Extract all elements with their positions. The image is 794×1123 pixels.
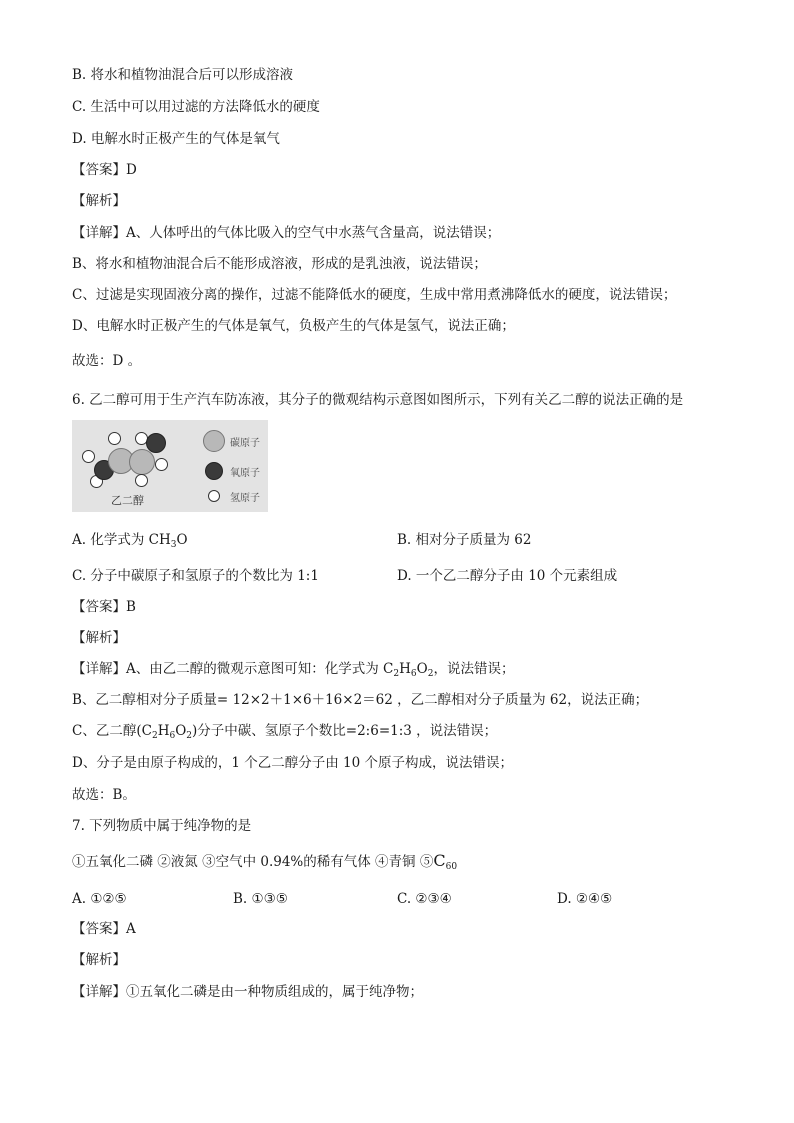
q7-option-d: D. ②④⑤ (557, 891, 613, 907)
q7-option-a: A. ①②⑤ (72, 891, 127, 907)
hydrogen-atom (135, 474, 148, 487)
carbon-legend-icon (203, 430, 225, 452)
q6-conclusion: 故选：B。 (72, 787, 136, 803)
q5-detail-b: B、将水和植物油混合后不能形成溶液，形成的是乳浊液，说法错误； (72, 256, 487, 272)
carbon-atom (129, 449, 155, 475)
q6-option-d: D. 一个乙二醇分子由 10 个元素组成 (397, 568, 618, 584)
q6-option-b: B. 相对分子质量为 62 (397, 532, 532, 548)
oxygen-atom (146, 433, 166, 453)
formula-c2h6o2: $C_2H_6O_2$ (383, 661, 434, 679)
q6-detail-b: B、乙二醇相对分子质量= 12×2＋1×6＋16×2＝62 ，乙二醇相对分子质量为 62，说法正确； (72, 692, 649, 708)
ethylene-glycol-figure (72, 420, 268, 512)
formula-c2h6o2: $C_2H_6O_2$ (141, 723, 193, 741)
q7-items: ①五氧化二磷 ②液氮 ③空气中 0.94%的稀有气体 ④青铜 $⑤C_{60}$ (72, 851, 458, 872)
hydrogen-atom (108, 432, 121, 445)
oxygen-legend-icon (205, 462, 223, 480)
q6-option-a-prefix: A. 化学式为 (72, 532, 149, 548)
q5-detail-c: C、过滤是实现固液分离的操作，过滤不能降低水的硬度，生成中常用煮沸降低水的硬度，说法错误； (72, 287, 677, 303)
q6-option-a (72, 531, 188, 554)
hydrogen-legend-icon (208, 490, 220, 502)
q6-option-c: C. 分子中碳原子和氢原子的个数比为 1:1 (72, 568, 319, 584)
q7-answer: 【答案】A (72, 921, 136, 937)
hydrogen-legend-label: 氢原子 (230, 493, 260, 504)
q6-detail-a: 【详解】A、由乙二醇的微观示意图可知：化学式为 $C_2H_6O_2$，说法错误； (72, 661, 515, 679)
q6-answer: 【答案】B (72, 599, 136, 615)
carbon-legend-label: 碳原子 (230, 438, 260, 449)
figure-caption: 乙二醇 (111, 494, 144, 507)
q7-detail-1: 【详解】①五氧化二磷是由一种物质组成的，属于纯净物； (72, 984, 423, 1000)
q7-option-c: C. ②③④ (397, 891, 452, 907)
q5-conclusion: 故选：D 。 (72, 353, 142, 369)
q6-detail-c: C、乙二醇$(C_2H_6O_2)$分子中碳、氢原子个数比=2:6=1:3 ，说法错误； (72, 723, 498, 741)
q7-analysis-heading: 【解析】 (72, 952, 126, 968)
q5-detail-d: D、电解水时正极产生的气体是氧气，负极产生的气体是氢气，说法正确； (72, 318, 515, 334)
q6-detail-d: D、分子是由原子构成的，1 个乙二醇分子由 10 个原子构成，说法错误； (72, 755, 513, 771)
oxygen-legend-label: 氧原子 (230, 468, 260, 479)
hydrogen-atom (82, 450, 95, 463)
hydrogen-atom (155, 458, 168, 471)
q5-option-d: D. 电解水时正极产生的气体是氧气 (72, 131, 280, 147)
q5-detail-a: 【详解】A、人体呼出的气体比吸入的空气中水蒸气含量高，说法错误； (72, 225, 501, 241)
q5-option-c: C. 生活中可以用过滤的方法降低水的硬度 (72, 99, 320, 115)
q6-stem: 6. 乙二醇可用于生产汽车防冻液，其分子的微观结构示意图如图所示，下列有关乙二醇的说法正确的是 (72, 392, 684, 408)
q7-option-b: B. ①③⑤ (233, 891, 288, 907)
q5-answer: 【答案】D (72, 162, 137, 178)
q5-option-b: B. 将水和植物油混合后可以形成溶液 (72, 67, 294, 83)
formula-ch3o: $CH_3O$ (148, 532, 188, 550)
q7-stem: 7. 下列物质中属于纯净物的是 (72, 818, 252, 834)
formula-c60: $C_{60}$ (433, 851, 458, 872)
q6-analysis-heading: 【解析】 (72, 630, 126, 646)
q5-analysis-heading: 【解析】 (72, 193, 126, 209)
